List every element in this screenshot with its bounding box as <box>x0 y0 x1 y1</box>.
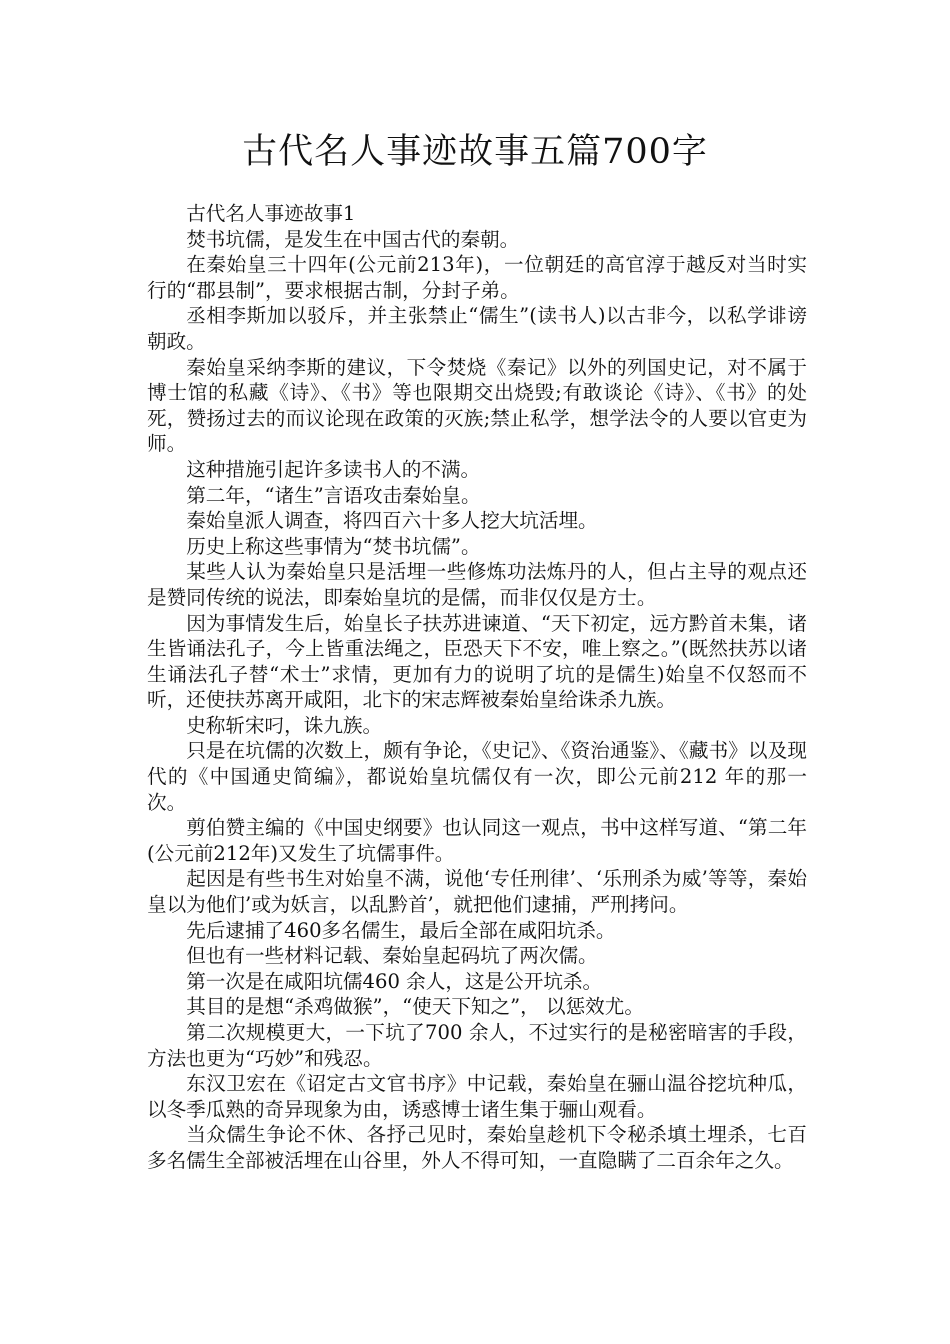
paragraph: 当众儒生争论不休、各抒己见时，秦始皇趁机下令秘杀填土埋杀，七百多名儒生全部被活埋在山谷里，外人不得可知，一直隐瞒了二百余年之久。 <box>147 1123 807 1172</box>
paragraph: 第二年，“诸生”言语攻击秦始皇。 <box>186 483 481 507</box>
paragraph: 只是在坑儒的次数上，颇有争论，《史记》、《资治通鉴》、《藏书》以及现代的《中国通史简编》，都说始皇坑儒仅有一次，即公元前212 年的那一次。 <box>147 739 807 814</box>
paragraph: 其目的是想“杀鸡做猴”，“使天下知之”， 以惩效尤。 <box>186 995 644 1019</box>
paragraph: 先后逮捕了460多名儒生，最后全部在咸阳坑杀。 <box>186 918 616 942</box>
paragraph: 历史上称这些事情为“焚书坑儒”。 <box>186 534 481 558</box>
paragraph: 第一次是在咸阳坑儒460 余人，这是公开坑杀。 <box>186 969 603 993</box>
paragraph: 焚书坑儒，是发生在中国古代的秦朝。 <box>186 227 520 251</box>
paragraph: 因为事情发生后，始皇长子扶苏进谏道、“天下初定，远方黔首未集，诸生皆诵法孔子，今上皆重法绳之，臣恐天下不安，唯上察之。”(既然扶苏以诸生诵法孔子替“术士”求情，更加有力的说明了坑的是儒生)始皇不仅怒而不听，还使扶苏离开咸阳，北卞的宋志辉被秦始皇给诛杀九族。 <box>147 611 807 712</box>
paragraph: 第二次规模更大，一下坑了700 余人，不过实行的是秘密暗害的手段，方法也更为“巧妙”和残忍。 <box>147 1021 807 1070</box>
document-title: 古代名人事迹故事五篇700字 <box>242 132 708 172</box>
paragraph: 在秦始皇三十四年(公元前213年)，一位朝廷的高官淳于越反对当时实行的“郡县制”，要求根据古制，分封子弟。 <box>147 253 807 302</box>
paragraph: 但也有一些材料记载、秦始皇起码坑了两次儒。 <box>186 944 598 968</box>
paragraph: 这种措施引起许多读书人的不满。 <box>186 457 481 481</box>
paragraph: 秦始皇派人调查，将四百六十多人挖大坑活埋。 <box>186 509 598 533</box>
document-body <box>147 201 807 1174</box>
paragraph: 丞相李斯加以驳斥，并主张禁止“儒生”(读书人)以古非今，以私学诽谤朝政。 <box>147 304 807 353</box>
paragraph: 古代名人事迹故事1 <box>186 202 356 225</box>
paragraph: 秦始皇采纳李斯的建议，下令焚烧《秦记》以外的列国史记，对不属于博士馆的私藏《诗》、《书》等也限期交出烧毁;有敢谈论《诗》、《书》的处死，赞扬过去的而议论现在政策的灭族;禁止私学，想学法令的人要以官吏为师。 <box>147 355 807 456</box>
paragraph: 东汉卫宏在《诏定古文官书序》中记载，秦始皇在骊山温谷挖坑种瓜，以冬季瓜熟的奇异现象为由，诱惑博士诸生集于骊山观看。 <box>147 1072 807 1121</box>
paragraph: 史称斩宋叼，诛九族。 <box>186 713 383 737</box>
paragraph: 某些人认为秦始皇只是活埋一些修炼功法炼丹的人，但占主导的观点还是赞同传统的说法，即秦始皇坑的是儒，而非仅仅是方士。 <box>147 560 807 609</box>
paragraph: 剪伯赞主编的《中国史纲要》也认同这一观点，书中这样写道、“第二年(公元前212年)又发生了坑儒事件。 <box>147 816 807 865</box>
paragraph: 起因是有些书生对始皇不满，说他‘专任刑律’、‘乐刑杀为威’等等，秦始皇以为他们’或为妖言，以乱黔首’，就把他们逮捕，严刑拷问。 <box>147 867 807 917</box>
